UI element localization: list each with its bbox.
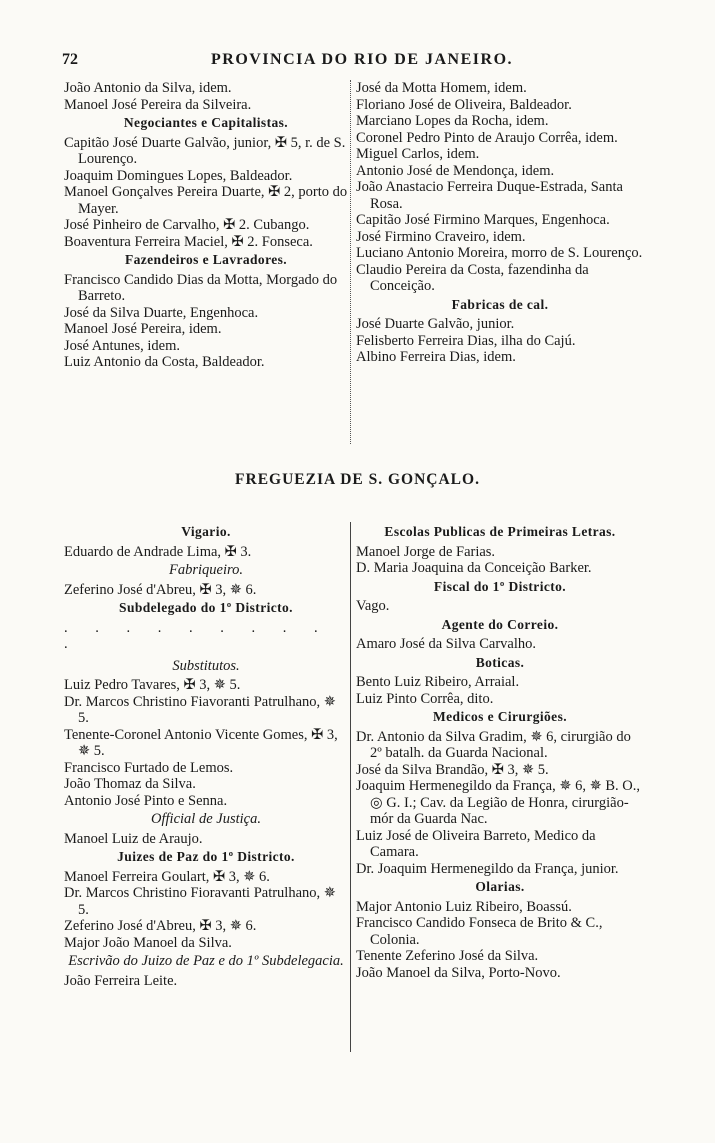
directory-entry: Major João Manoel da Silva. — [64, 934, 232, 951]
section2-right-column — [356, 522, 644, 981]
italic-subheading: Substitutos. — [172, 657, 240, 674]
directory-entry: Boaventura Ferreira Maciel, ✠ 2. Fonseca. — [64, 233, 313, 250]
directory-entry: José Antunes, idem. — [64, 337, 180, 354]
directory-entry: D. Maria Joaquina da Conceição Barker. — [356, 560, 592, 576]
section-heading: Negociantes e Capitalistas. — [123, 115, 289, 130]
directory-entry: Zeferino José d'Abreu, ✠ 3, ✵ 6. — [64, 581, 257, 598]
directory-entry: João Thomaz da Silva. — [64, 776, 196, 792]
directory-entry: Joaquim Domingues Lopes, Baldeador. — [64, 167, 293, 184]
directory-entry: José da Motta Homem, idem. — [356, 80, 527, 96]
directory-entry: Tenente-Coronel Antonio Vicente Gomes, ✠ 3, ✵ 5. — [64, 726, 338, 759]
directory-entry: Manoel Ferreira Goulart, ✠ 3, ✵ 6. — [64, 868, 270, 885]
directory-entry: Francisco Candido Fonseca de Brito & C., Colonia. — [356, 915, 603, 948]
directory-entry: Dr. Antonio da Silva Gradim, ✵ 6, cirurgião do 2º batalh. da Guarda Nacional. — [356, 728, 631, 761]
section-heading: Fiscal do 1º Districto. — [433, 578, 567, 594]
directory-entry: João Anastacio Ferreira Duque-Estrada, Santa Rosa. — [356, 179, 623, 212]
section-heading: Boticas. — [475, 654, 525, 670]
directory-entry: Luciano Antonio Moreira, morro de S. Lourenço. — [356, 245, 643, 261]
dotted-leader: . . . . . . . . . . — [64, 619, 330, 652]
running-title: PROVINCIA DO RIO DE JANEIRO. — [210, 51, 514, 68]
directory-entry: Bento Luiz Ribeiro, Arraial. — [356, 674, 520, 690]
directory-entry: Major Antonio Luiz Ribeiro, Boassú. — [356, 898, 572, 915]
directory-entry: José da Silva Duarte, Engenhoca. — [64, 304, 259, 321]
directory-entry: Antonio José de Mendonça, idem. — [356, 162, 555, 179]
section-heading: Medicos e Cirurgiões. — [433, 709, 567, 724]
page-number: 72 — [62, 51, 78, 68]
directory-entry: João Manoel da Silva, Porto-Novo. — [356, 964, 561, 981]
column-divider — [350, 80, 351, 444]
directory-entry: José Firmino Craveiro, idem. — [356, 228, 526, 245]
directory-entry: Eduardo de Andrade Lima, ✠ 3. — [64, 543, 252, 560]
directory-entry: Manoel José Pereira, idem. — [64, 321, 222, 337]
directory-entry: Marciano Lopes da Rocha, idem. — [356, 113, 549, 129]
section-heading: Escolas Publicas de Primeiras Letras. — [384, 524, 616, 539]
directory-entry: Manoel Jorge de Farias. — [356, 543, 496, 560]
directory-entry: Luiz Pinto Corrêa, dito. — [356, 690, 494, 707]
directory-entry: Dr. Joaquim Hermenegildo da França, junior. — [356, 860, 619, 877]
directory-entry: Dr. Marcos Christino Fioravanti Patrulhano, ✵ 5. — [64, 885, 336, 918]
section-heading: Agente do Correio. — [441, 616, 559, 632]
italic-subheading: Fabriqueiro. — [169, 562, 243, 578]
directory-entry: Joaquim Hermenegildo da França, ✵ 6, ✵ B. O., ◎ G. I.; Cav. da Legião de Honra, cirurgião-mór da Guarda Nac. — [356, 778, 641, 827]
italic-subheading: Escrivão do Juizo de Paz e do 1º Subdelegacia. — [68, 953, 344, 969]
section-title: FREGUEZIA DE S. GONÇALO. — [235, 471, 480, 488]
section-heading: Subdelegado do 1º Districto. — [119, 600, 293, 615]
directory-entry: José Duarte Galvão, junior. — [356, 316, 515, 332]
section-heading: Olarias. — [475, 879, 525, 894]
directory-entry: Coronel Pedro Pinto de Araujo Corrêa, idem. — [356, 129, 618, 146]
directory-entry: Miguel Carlos, idem. — [356, 146, 480, 162]
directory-entry: Felisberto Ferreira Dias, ilha do Cajú. — [356, 332, 576, 349]
directory-entry: Floriano José de Oliveira, Baldeador. — [356, 96, 572, 113]
section1-left-column — [64, 80, 348, 371]
section-heading: Fabricas de cal. — [451, 296, 549, 312]
section-heading: Juizes de Paz do 1º Districto. — [117, 849, 295, 864]
column-divider — [350, 522, 351, 1052]
directory-entry: Vago. — [356, 598, 390, 614]
section1-right-column — [356, 80, 644, 366]
italic-subheading: Official de Justiça. — [151, 811, 261, 827]
directory-entry: Manoel Gonçalves Pereira Duarte, ✠ 2, porto do Mayer. — [64, 184, 348, 217]
section-heading: Fazendeiros e Lavradores. — [124, 252, 288, 267]
directory-entry: João Antonio da Silva, idem. — [64, 80, 232, 96]
directory-entry: Amaro José da Silva Carvalho. — [356, 636, 537, 652]
directory-entry: Luiz Antonio da Costa, Baldeador. — [64, 354, 265, 370]
section2-left-column — [64, 522, 348, 989]
directory-entry: Tenente Zeferino José da Silva. — [356, 948, 539, 964]
directory-entry: Manoel José Pereira da Silveira. — [64, 96, 252, 113]
page-header — [62, 52, 662, 72]
directory-entry: Luiz Pedro Tavares, ✠ 3, ✵ 5. — [64, 677, 241, 693]
directory-entry: Claudio Pereira da Costa, fazendinha da Conceição. — [356, 261, 589, 294]
directory-entry: José da Silva Brandão, ✠ 3, ✵ 5. — [356, 761, 549, 778]
directory-entry: Antonio José Pinto e Senna. — [64, 792, 228, 809]
directory-entry: Luiz José de Oliveira Barreto, Medico da Camara. — [356, 827, 596, 860]
directory-entry: Manoel Luiz de Araujo. — [64, 830, 203, 847]
section-heading: Vigario. — [181, 524, 231, 539]
directory-entry: Francisco Candido Dias da Motta, Morgado do Barreto. — [64, 271, 338, 304]
directory-entry: Zeferino José d'Abreu, ✠ 3, ✵ 6. — [64, 918, 257, 934]
directory-entry: Capitão José Firmino Marques, Engenhoca. — [356, 212, 610, 228]
directory-entry: João Ferreira Leite. — [64, 972, 178, 989]
directory-entry: Capitão José Duarte Galvão, junior, ✠ 5, r. de S. Lourenço. — [64, 134, 346, 167]
directory-entry: Dr. Marcos Christino Fiavoranti Patrulhano, ✵ 5. — [64, 693, 336, 726]
directory-entry: Francisco Furtado de Lemos. — [64, 759, 234, 776]
directory-entry: Albino Ferreira Dias, idem. — [356, 349, 516, 365]
directory-entry: José Pinheiro de Carvalho, ✠ 2. Cubango. — [64, 217, 310, 233]
